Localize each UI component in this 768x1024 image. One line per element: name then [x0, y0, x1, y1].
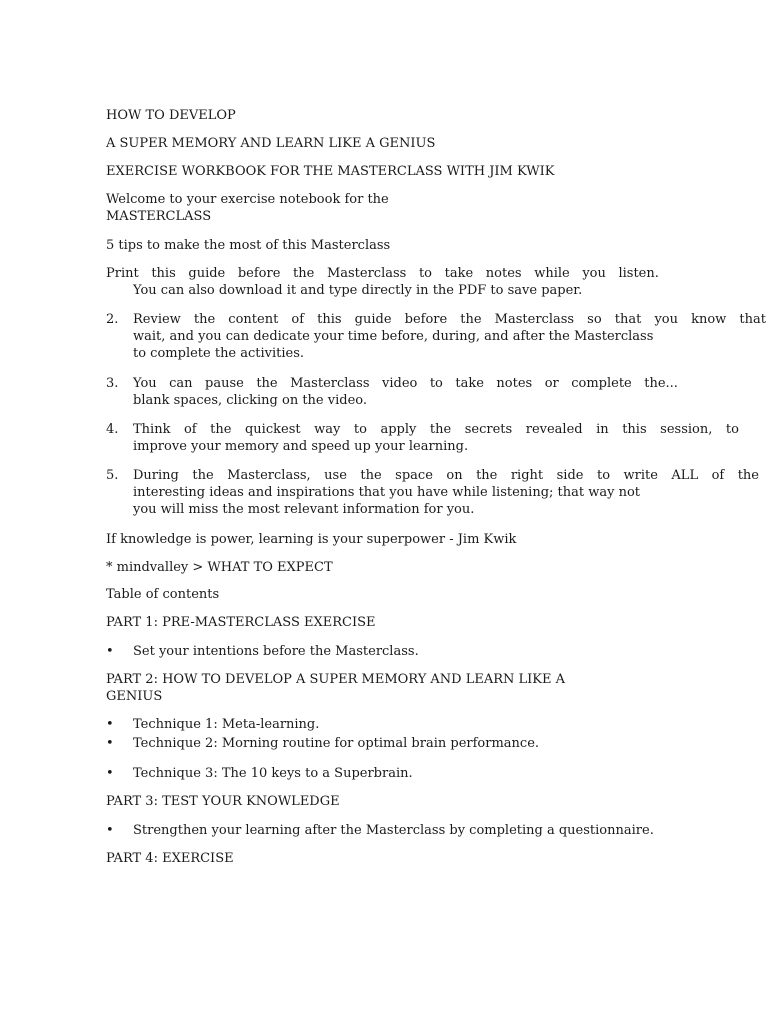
word: notes: [496, 376, 533, 391]
word: to: [596, 468, 611, 483]
toc-part-2-title-line-2: GENIUS: [106, 689, 163, 704]
word: the: [360, 468, 382, 483]
word: way: [314, 422, 341, 437]
word: You: [133, 376, 157, 391]
word: write: [623, 468, 658, 483]
word: of: [183, 422, 197, 437]
word: Think: [133, 422, 171, 437]
word: know: [691, 312, 727, 327]
word: Masterclass: [326, 266, 407, 281]
word: revealed: [525, 422, 583, 437]
welcome-line-2: MASTERCLASS: [106, 209, 212, 224]
word: During: [133, 468, 179, 483]
word: the: [256, 376, 278, 391]
word: to: [418, 266, 433, 281]
tip-5-line-1: [133, 467, 759, 484]
word: on: [446, 468, 463, 483]
word: to: [429, 376, 443, 391]
tip-4-line-2: improve your memory and speed up your learning.: [133, 439, 469, 454]
bullet-marker: •: [106, 644, 114, 659]
word: or: [544, 376, 559, 391]
word: that: [739, 312, 766, 327]
toc-part-3-title: PART 3: TEST YOUR KNOWLEDGE: [106, 794, 340, 809]
tip-1-line-2: You can also download it and type directly in the PDF to save paper.: [133, 283, 583, 298]
tips-heading: 5 tips to make the most of this Masterclass: [106, 238, 391, 253]
tip-5-line-2: interesting ideas and inspirations that you have while listening; that way not: [133, 485, 641, 500]
word: the: [429, 422, 452, 437]
tip-5-number: 5.: [106, 468, 119, 483]
word: side: [556, 468, 584, 483]
word: while: [534, 266, 570, 281]
bullet-marker: •: [106, 717, 114, 732]
word: so: [587, 312, 602, 327]
tip-2-number: 2.: [106, 312, 119, 327]
word: to: [725, 422, 739, 437]
word: the: [293, 266, 315, 281]
tip-3-line-1: [133, 375, 678, 392]
welcome-line-1: Welcome to your exercise notebook for the: [106, 192, 389, 207]
tip-2-line-1: [133, 311, 766, 328]
word: the: [476, 468, 498, 483]
word: before: [237, 266, 281, 281]
word: Masterclass,: [227, 468, 311, 483]
word: session,: [660, 422, 713, 437]
word: of: [711, 468, 725, 483]
toc-part-1-item-1: Set your intentions before the Masterclass.: [133, 644, 419, 659]
word: the: [737, 468, 759, 483]
tip-4-line-1: [133, 421, 739, 438]
tip-2-line-2: wait, and you can dedicate your time before, during, and after the Masterclass: [133, 329, 654, 344]
word: this: [622, 422, 647, 437]
toc-part-2-item-3: Technique 3: The 10 keys to a Superbrain.: [133, 766, 413, 781]
tip-3-line-2: blank spaces, clicking on the video.: [133, 393, 368, 408]
word: that: [614, 312, 642, 327]
word: content: [228, 312, 279, 327]
word: this: [151, 266, 176, 281]
word: pause: [205, 376, 244, 391]
word: can: [169, 376, 193, 391]
word: apply: [380, 422, 417, 437]
bullet-marker: •: [106, 823, 114, 838]
word: guide: [188, 266, 226, 281]
word: in: [596, 422, 609, 437]
word: you: [582, 266, 606, 281]
word: Print: [106, 266, 139, 281]
word: of: [291, 312, 305, 327]
title-line-2: A SUPER MEMORY AND LEARN LIKE A GENIUS: [106, 136, 436, 151]
breadcrumb: * mindvalley > WHAT TO EXPECT: [106, 560, 333, 575]
tip-3-number: 3.: [106, 376, 119, 391]
title-line-3: EXERCISE WORKBOOK FOR THE MASTERCLASS WITH JIM KWIK: [106, 164, 555, 179]
word: before: [404, 312, 448, 327]
word: space: [395, 468, 433, 483]
word: use: [324, 468, 347, 483]
word: the: [210, 422, 232, 437]
tip-5-line-3: you will miss the most relevant information for you.: [133, 502, 475, 517]
word: the: [460, 312, 482, 327]
word: the: [192, 468, 214, 483]
word: guide: [354, 312, 392, 327]
toc-part-4-title: PART 4: EXERCISE: [106, 851, 234, 866]
word: Masterclass: [494, 312, 575, 327]
word: secrets: [464, 422, 513, 437]
toc-part-2-item-1: Technique 1: Meta-learning.: [133, 717, 320, 732]
word: the: [193, 312, 216, 327]
tip-4-number: 4.: [106, 422, 119, 437]
title-line-1: HOW TO DEVELOP: [106, 108, 236, 123]
bullet-marker: •: [106, 766, 114, 781]
word: right: [510, 468, 544, 483]
bullet-marker: •: [106, 736, 114, 751]
toc-part-2-title-line-1: PART 2: HOW TO DEVELOP A SUPER MEMORY AND LEARN LIKE A: [106, 672, 566, 687]
tip-2-line-3: to complete the activities.: [133, 346, 305, 361]
word: to: [353, 422, 367, 437]
word: Masterclass: [290, 376, 370, 391]
word: this: [317, 312, 342, 327]
tip-1-line-1: [106, 265, 659, 282]
quote: If knowledge is power, learning is your superpower - Jim Kwik: [106, 532, 517, 547]
word: video: [382, 376, 418, 391]
word: ALL: [671, 468, 699, 483]
toc-part-1-title: PART 1: PRE-MASTERCLASS EXERCISE: [106, 615, 376, 630]
word: you: [654, 312, 678, 327]
word: notes: [485, 266, 522, 281]
word: quickest: [244, 422, 301, 437]
toc-part-2-item-2: Technique 2: Morning routine for optimal brain performance.: [133, 736, 540, 751]
word: the...: [644, 376, 678, 391]
word: take: [444, 266, 474, 281]
word: take: [455, 376, 484, 391]
word: complete: [571, 376, 632, 391]
toc-heading: Table of contents: [106, 587, 220, 602]
word: listen.: [618, 266, 659, 281]
word: Review: [133, 312, 181, 327]
toc-part-3-item-1: Strengthen your learning after the Masterclass by completing a questionnaire.: [133, 823, 654, 838]
